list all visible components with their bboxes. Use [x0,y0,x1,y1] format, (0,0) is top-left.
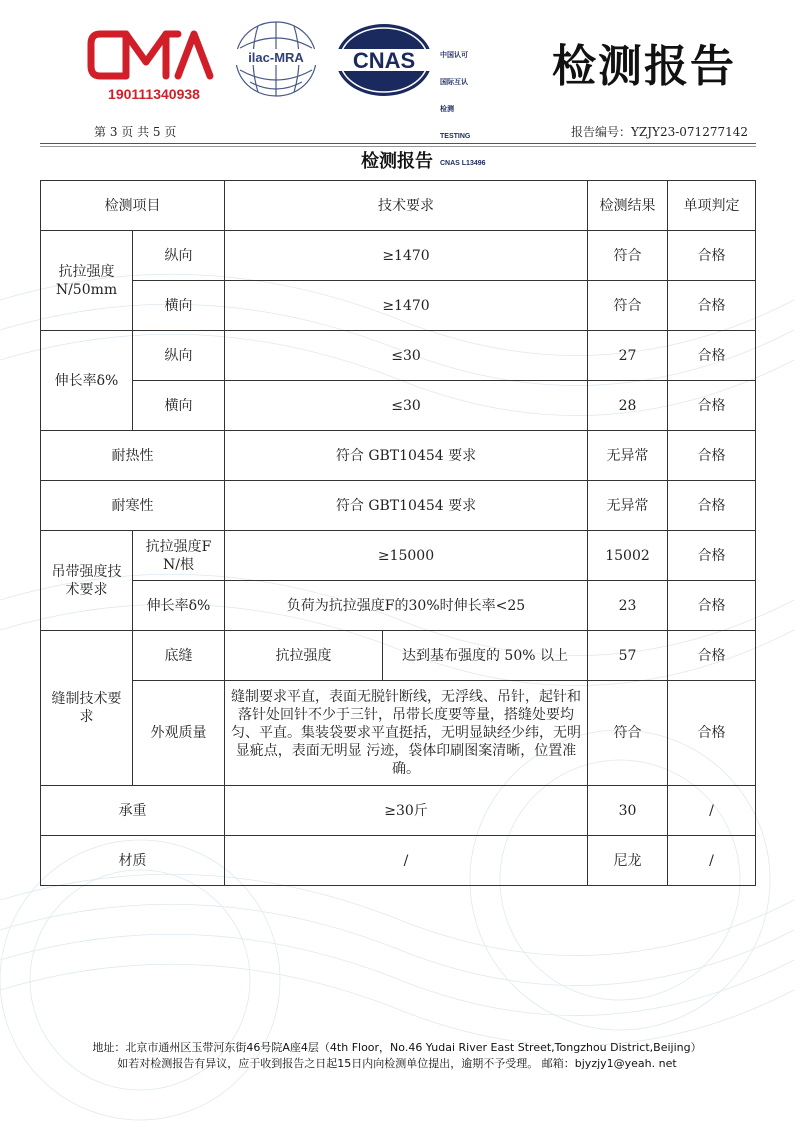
result-cell: 无异常 [588,481,668,531]
footer-notice: 如若对检测报告有异议，应于收到报告之日起15日内向检测单位提出，逾期不予受理。 邮箱：bjyzjy1@yeah. net [117,1057,677,1070]
verdict-cell: 合格 [668,531,756,581]
strap-item-cell: 伸长率δ% [133,581,225,631]
verdict-cell: 合格 [668,481,756,531]
table-row [41,481,756,531]
tensile-label: 抗拉强度 N/50mm [41,231,133,331]
table-row [41,836,756,886]
elongation-label: 伸长率δ% [41,331,133,431]
requirement-cell: 符合 GBT10454 要求 [225,431,588,481]
header-result: 检测结果 [588,181,668,231]
verdict-cell: 合格 [668,681,756,786]
result-cell: 15002 [588,531,668,581]
requirement-cell: 符合 GBT10454 要求 [225,481,588,531]
cma-logo [86,26,218,82]
appearance-requirement-cell: 缝制要求平直，表面无脱针断线，无浮线、吊针，起针和落针处回针不少于三针，吊带长度要等量，搭缝处要均匀、平直。集装袋要求平直挺括，无明显缺经少纬，无明显疵点，表面无明显 污迹，袋体印刷图案清晰，位置准确。 [225,681,588,786]
table-header-row [41,181,756,231]
verdict-cell: 合格 [668,431,756,481]
sewing-item-cell: 外观质量 [133,681,225,786]
requirement-cell: ≥1470 [225,281,588,331]
verdict-cell: 合格 [668,281,756,331]
table-row [41,431,756,481]
verdict-cell: 合格 [668,581,756,631]
requirement-cell: ≥1470 [225,231,588,281]
cma-certificate-number: 190111340938 [108,86,200,102]
sewing-sub-cell: 抗拉强度 [225,631,383,681]
sewing-item-cell: 底缝 [133,631,225,681]
table-title: 检测报告 [361,151,433,172]
requirement-cell: ≥15000 [225,531,588,581]
verdict-cell: 合格 [668,631,756,681]
result-cell: 57 [588,631,668,681]
result-cell: 尼龙 [588,836,668,886]
header-item: 检测项目 [41,181,225,231]
result-cell: 23 [588,581,668,631]
header-verdict: 单项判定 [668,181,756,231]
requirement-cell: 达到基布强度的 50% 以上 [383,631,588,681]
report-number: 报告编号：YZJY23-071277142 [570,125,748,139]
result-cell: 符合 [588,681,668,786]
table-row [41,581,756,631]
verdict-cell: 合格 [668,231,756,281]
requirement-cell: 负荷为抗拉强度F的30%时伸长率<25 [225,581,588,631]
page-info: 第 3 页 共 5 页 [94,125,177,139]
direction-cell: 横向 [133,381,225,431]
table-row [41,786,756,836]
result-cell: 30 [588,786,668,836]
load-label: 承重 [41,786,225,836]
direction-cell: 横向 [133,281,225,331]
footer [0,1040,794,1072]
table-row [41,231,756,281]
table-row [41,531,756,581]
verdict-cell: 合格 [668,331,756,381]
requirement-cell: ≤30 [225,331,588,381]
result-cell: 符合 [588,281,668,331]
table-row [41,631,756,681]
cnas-accreditation-text: 中国认可 国际互认 检测 TESTING CNAS L13496 [440,52,486,167]
table-row [41,281,756,331]
inspection-results-table [40,180,756,886]
verdict-cell: / [668,836,756,886]
cold-resistance-label: 耐寒性 [41,481,225,531]
result-cell: 28 [588,381,668,431]
report-title: 检测报告 [552,41,736,92]
table-row [41,681,756,786]
requirement-cell: ≥30斤 [225,786,588,836]
svg-text:ilac-MRA: ilac-MRA [248,50,304,65]
requirement-cell: / [225,836,588,886]
cnas-logo [334,22,434,98]
table-row [41,381,756,431]
sewing-label: 缝制技术要求 [41,631,133,786]
strap-strength-label: 吊带强度技术要求 [41,531,133,631]
direction-cell: 纵向 [133,331,225,381]
result-cell: 无异常 [588,431,668,481]
heat-resistance-label: 耐热性 [41,431,225,481]
verdict-cell: / [668,786,756,836]
table-row [41,331,756,381]
result-cell: 27 [588,331,668,381]
svg-text:CNAS: CNAS [352,48,416,73]
strap-item-cell: 抗拉强度F N/根 [133,531,225,581]
footer-address: 地址：北京市通州区玉带河东街46号院A座4层（4th Floor，No.46 Yudai River East Street,Tongzhou District,Beijing） [92,1041,702,1054]
material-label: 材质 [41,836,225,886]
requirement-cell: ≤30 [225,381,588,431]
direction-cell: 纵向 [133,231,225,281]
header-requirement: 技术要求 [225,181,588,231]
header-divider [40,143,756,144]
verdict-cell: 合格 [668,381,756,431]
result-cell: 符合 [588,231,668,281]
ilac-mra-logo [230,18,322,100]
